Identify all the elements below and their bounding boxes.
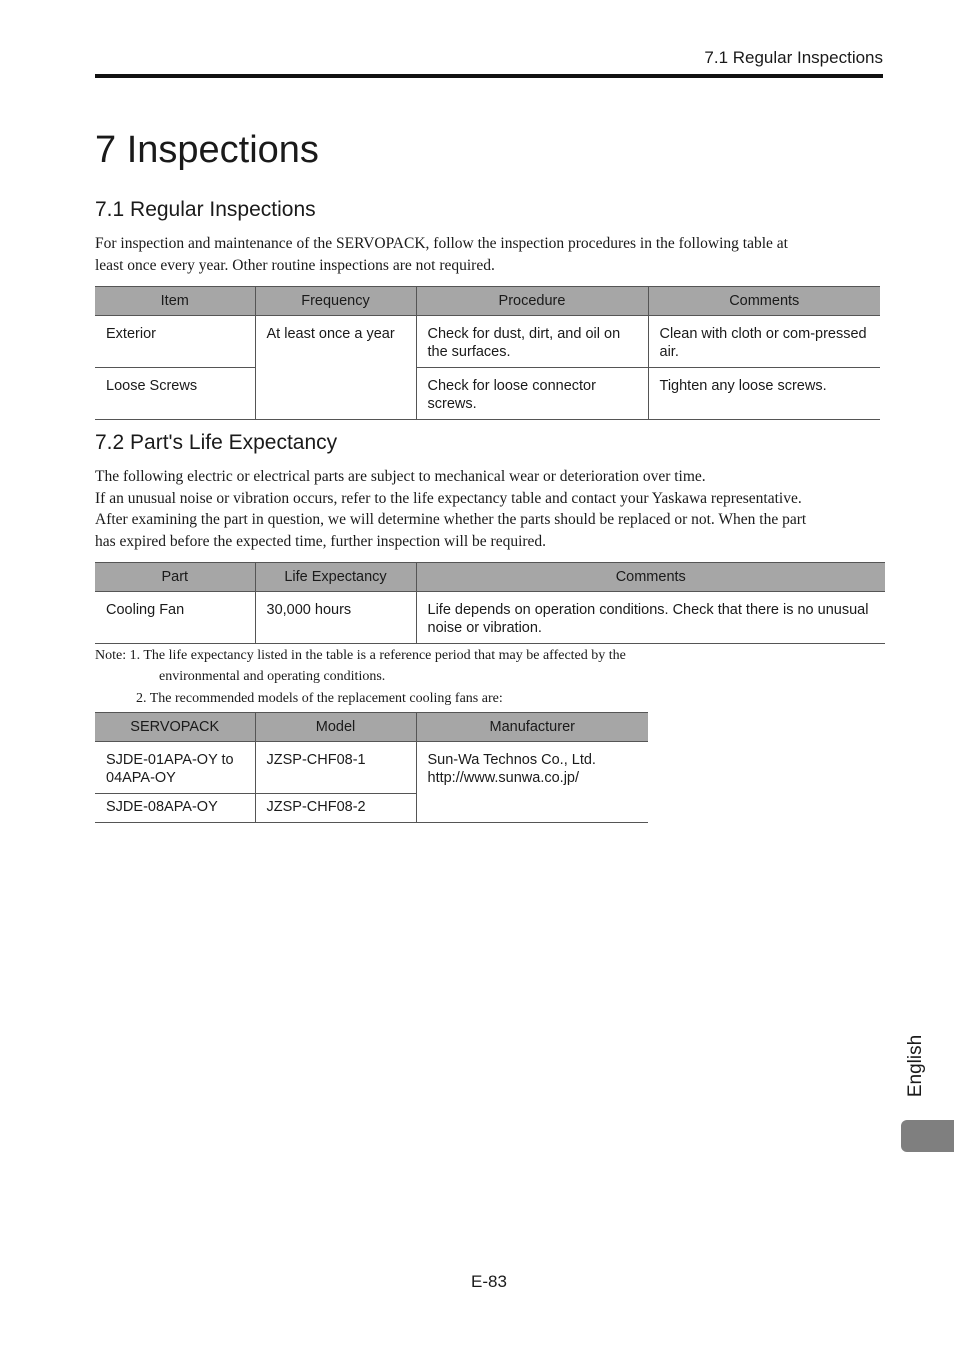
cell-servopack: SJDE-01APA-OY to 04APA-OY xyxy=(95,742,255,794)
cell-frequency: At least once a year xyxy=(255,316,416,420)
table-row xyxy=(95,368,880,420)
paragraph-line: least once every year. Other routine inspections are not required. xyxy=(95,256,495,274)
column-header-comments: Comments xyxy=(416,563,885,592)
column-header-frequency: Frequency xyxy=(255,287,416,316)
cell-life: 30,000 hours xyxy=(255,592,416,644)
table-row xyxy=(95,592,885,644)
manufacturer-url: http://www.sunwa.co.jp/ xyxy=(427,770,580,786)
cell-manufacturer xyxy=(416,742,648,823)
paragraph-line: For inspection and maintenance of the SERVOPACK, follow the inspection procedures in the following table at xyxy=(95,235,788,252)
cell-model: JZSP-CHF08-1 xyxy=(255,742,416,794)
note-2: 2. The recommended models of the replacement cooling fans are: xyxy=(136,691,503,706)
running-header: 7.1 Regular Inspections xyxy=(704,48,883,67)
section-title-regular-inspections: 7.1 Regular Inspections xyxy=(95,198,316,221)
table-row xyxy=(95,316,880,368)
cell-item: Loose Screws xyxy=(95,368,255,420)
section1-paragraph xyxy=(95,233,885,276)
table-header-row xyxy=(95,287,880,316)
column-header-comments: Comments xyxy=(648,287,880,316)
column-header-servopack: SERVOPACK xyxy=(95,713,255,742)
section-title-life-expectancy: 7.2 Part's Life Expectancy xyxy=(95,431,338,454)
column-header-procedure: Procedure xyxy=(416,287,648,316)
column-header-manufacturer: Manufacturer xyxy=(416,713,648,742)
chapter-thumb-tab xyxy=(901,1120,954,1152)
table-row xyxy=(95,742,648,794)
cooling-fan-table xyxy=(95,712,648,823)
chapter-title: 7 Inspections xyxy=(95,129,319,171)
section2-paragraph xyxy=(95,466,885,552)
manufacturer-name: Sun-Wa Technos Co., Ltd. xyxy=(427,752,596,768)
language-tab xyxy=(900,1030,932,1102)
cell-model: JZSP-CHF08-2 xyxy=(255,794,416,823)
column-header-model: Model xyxy=(255,713,416,742)
cell-comments: Tighten any loose screws. xyxy=(648,368,880,420)
life-expectancy-table xyxy=(95,562,885,644)
cell-part: Cooling Fan xyxy=(95,592,255,644)
column-header-part: Part xyxy=(95,563,255,592)
cell-servopack: SJDE-08APA-OY xyxy=(95,794,255,823)
cell-item: Exterior xyxy=(95,316,255,368)
paragraph-line: has expired before the expected time, further inspection will be required. xyxy=(95,532,547,550)
cell-comments: Life depends on operation conditions. Check that there is no unusual noise or vibration. xyxy=(416,592,885,644)
table-header-row xyxy=(95,713,648,742)
note-1-line-1: Note: 1. The life expectancy listed in the table is a reference period that may be affected by the xyxy=(95,648,626,663)
column-header-item: Item xyxy=(95,287,255,316)
paragraph-line: If an unusual noise or vibration occurs, refer to the life expectancy table and contact your Yaskawa representative. xyxy=(95,489,802,507)
note-1-line-2: environmental and operating conditions. xyxy=(159,669,386,684)
language-tab-label: English xyxy=(905,1034,926,1098)
regular-inspections-table xyxy=(95,286,880,420)
paragraph-line: After examining the part in question, we will determine whether the parts should be replaced or not. When the part xyxy=(95,511,807,528)
cell-comments: Clean with cloth or com-pressed air. xyxy=(648,316,880,368)
header-rule xyxy=(95,74,883,78)
cell-procedure: Check for loose connector screws. xyxy=(416,368,648,420)
page-number: E-83 xyxy=(471,1272,507,1291)
paragraph-line: The following electric or electrical parts are subject to mechanical wear or deterioration over time. xyxy=(95,468,706,485)
column-header-life-expectancy: Life Expectancy xyxy=(255,563,416,592)
cell-procedure: Check for dust, dirt, and oil on the surfaces. xyxy=(416,316,648,368)
table-header-row xyxy=(95,563,885,592)
